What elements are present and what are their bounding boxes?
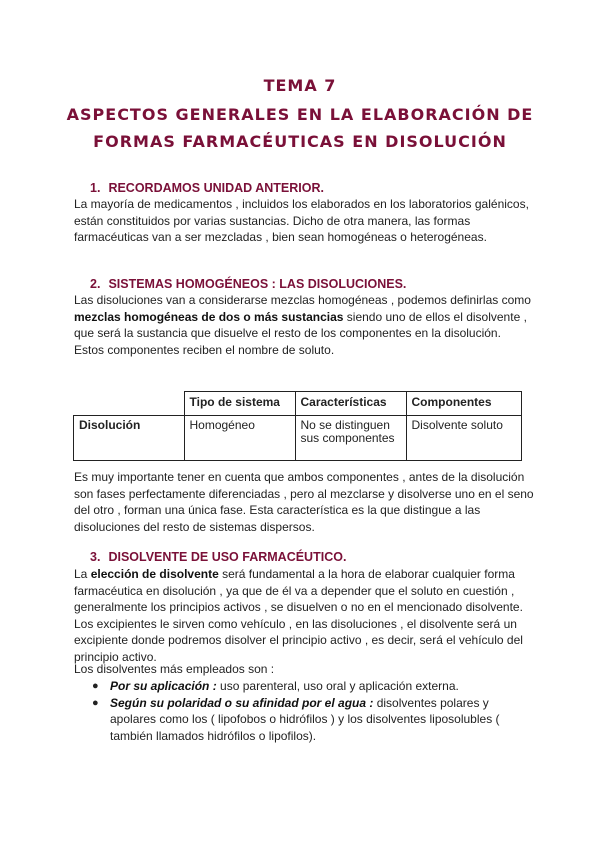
section3-text-after: será fundamental a la hora de elaborar cualquier forma farmacéutica en disolución , ya que de él va a depender que el soluto en cuestión , generalmente los principios activos , se disuelven o no en el mencionado disolvente. Los excipientes le sirven como vehículo , en las disoluciones , el disolvente será un excipiente donde podremos disolver el principio activo , es decir, será el vehículo del principio activo. bbox=[74, 567, 523, 664]
list-item-label: Según su polaridad o su afinidad por el agua : bbox=[110, 695, 374, 710]
section2-paragraph2: Es muy importante tener en cuenta que ambos componentes , antes de la disolución son fases perfectamente diferenciadas , pero al mezclarse y disolverse uno en el seno del otro , forman una única fase. Esta característica es la que distingue a las disoluciones del resto de sistemas dispersos. bbox=[74, 470, 534, 534]
section2-text-bold: mezclas homogéneas de dos o más sustancias bbox=[74, 309, 344, 324]
section2-text-before: Las disoluciones van a considerarse mezclas homogéneas , podemos definirlas como bbox=[74, 293, 531, 307]
section3-paragraph bbox=[74, 566, 534, 665]
table-cell: Homogéneo bbox=[184, 416, 295, 461]
bullet-icon: ● bbox=[92, 696, 99, 709]
section3-heading bbox=[90, 550, 346, 564]
table-header-row bbox=[74, 392, 522, 416]
section2-paragraph bbox=[74, 292, 534, 358]
table-header-cell: Componentes bbox=[406, 392, 521, 416]
section2-number: 2. bbox=[90, 277, 101, 291]
bullet-icon: ● bbox=[92, 680, 99, 692]
section2-text-after: siendo uno de ellos el disolvente , que será la sustancia que disuelve el resto de los componentes en la disolución. Estos componentes reciben el nombre de soluto. bbox=[74, 309, 527, 357]
section1-number: 1. bbox=[90, 181, 101, 195]
list-item-text: disolventes polares y apolares como los ( lipofobos o hidrófilos ) y los disolventes liposolubles ( también llamados hidrófilos o lipofilos). bbox=[110, 695, 500, 743]
table-row-label: Disolución bbox=[74, 416, 185, 461]
table-cell: Disolvente soluto bbox=[406, 416, 521, 461]
table-header-cell: Características bbox=[295, 392, 406, 416]
table-corner-cell bbox=[74, 392, 185, 416]
section3-text-before: La bbox=[74, 567, 88, 581]
solvent-list bbox=[74, 678, 534, 744]
solvent-list-intro: Los disolventes más empleados son : bbox=[74, 662, 275, 676]
section1-heading bbox=[90, 181, 324, 195]
section2-heading bbox=[90, 277, 406, 291]
doc-title-line1: ASPECTOS GENERALES EN LA ELABORACIÓN DE bbox=[66, 105, 534, 124]
section3-title: DISOLVENTE DE USO FARMACÉUTICO. bbox=[108, 550, 347, 564]
doc-title-topic: TEMA 7 bbox=[263, 76, 337, 95]
section1-paragraph: La mayoría de medicamentos , incluidos los elaborados en los laboratorios galénicos, están constituidos por varias sustancias. Dicho de otra manera, las formas farmacéuticas van a ser mezcladas , bien sean homogéneas o heterogéneas. bbox=[74, 197, 529, 244]
list-item-text: uso parenteral, uso oral y aplicación externa. bbox=[220, 679, 459, 693]
section1-title: RECORDAMOS UNIDAD ANTERIOR. bbox=[108, 181, 324, 195]
doc-title-line2: FORMAS FARMACÉUTICAS EN DISOLUCIÓN bbox=[93, 132, 507, 151]
section3-number: 3. bbox=[90, 550, 101, 564]
list-item bbox=[74, 695, 534, 745]
section3-text-bold: elección de disolvente bbox=[90, 567, 219, 581]
list-item bbox=[74, 678, 534, 695]
table-header-cell: Tipo de sistema bbox=[184, 392, 295, 416]
table-row bbox=[74, 416, 522, 461]
section2-title: SISTEMAS HOMOGÉNEOS : LAS DISOLUCIONES. bbox=[108, 277, 407, 291]
system-table bbox=[73, 391, 522, 461]
list-item-label: Por su aplicación : bbox=[110, 679, 217, 693]
table-cell: No se distinguen sus componentes bbox=[295, 416, 406, 461]
